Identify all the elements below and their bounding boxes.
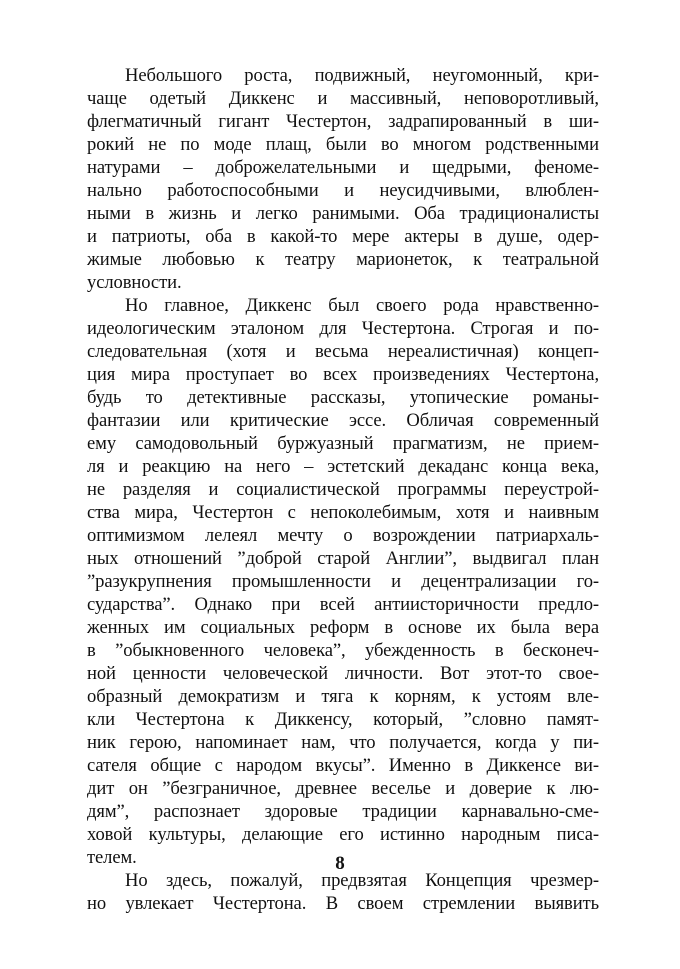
- text-line: следовательная (хотя и весьма нереалистичная) концеп-: [87, 341, 599, 362]
- text-line: ”разукрупнения промышленности и децентрализации го-: [87, 571, 599, 592]
- text-line: жимые любовью к театру марионеток, к театральной: [87, 249, 599, 270]
- text-line: ными в жизнь и легко ранимыми. Оба традиционалисты: [87, 203, 599, 224]
- text-line: не разделяя и социалистической программы переустрой-: [87, 479, 599, 500]
- text-line: но увлекает Честертона. В своем стремлении выявить: [87, 893, 599, 914]
- text-line: ля и реакцию на него – эстетский декаданс конца века,: [87, 456, 599, 477]
- text-line: в ”обыкновенного человека”, убежденность в бесконеч-: [87, 640, 599, 661]
- text-line: и патриоты, оба в какой-то мере актеры в душе, одер-: [87, 226, 599, 247]
- text-line: условности.: [87, 272, 182, 293]
- text-line: дит он ”безграничное, древнее веселье и доверие к лю-: [87, 778, 599, 799]
- text-line: телем.: [87, 847, 137, 868]
- text-line: ция мира проступает во всех произведениях Честертона,: [87, 364, 599, 385]
- text-line: нально работоспособными и неусидчивыми, влюблен-: [87, 180, 599, 201]
- text-line: ник герою, напоминает нам, что получается, когда у пи-: [87, 732, 599, 753]
- text-line: образный демократизм и тяга к корням, к устоям вле-: [87, 686, 599, 707]
- text-line: ховой культуры, делающие его истинно народным писа-: [87, 824, 599, 845]
- body-text: [87, 64, 599, 915]
- text-line: ства мира, Честертон с непоколебимым, хотя и наивным: [87, 502, 599, 523]
- text-line: фантазии или критические эссе. Обличая современный: [87, 410, 599, 431]
- text-line: флегматичный гигант Честертон, задрапированный в ши-: [87, 111, 599, 132]
- text-line: кли Честертона к Диккенсу, который, ”словно памят-: [87, 709, 599, 730]
- text-line: женных им социальных реформ в основе их была вера: [87, 617, 599, 638]
- text-line: будь то детективные рассказы, утопические романы-: [87, 387, 599, 408]
- text-line: рокий не по моде плащ, были во многом родственными: [87, 134, 599, 155]
- text-line: Но главное, Диккенс был своего рода нравственно-: [125, 295, 599, 316]
- text-line: дям”, распознает здоровые традиции карнавально-сме-: [87, 801, 599, 822]
- text-line: чаще одетый Диккенс и массивный, неповоротливый,: [87, 88, 599, 109]
- text-line: ных отношений ”доброй старой Англии”, выдвигал план: [87, 548, 599, 569]
- paragraph-1: [87, 64, 599, 294]
- page-number: 8: [335, 853, 345, 874]
- paragraph-3: [87, 869, 599, 915]
- text-line: сателя общие с народом вкусы”. Именно в Диккенсе ви-: [87, 755, 599, 776]
- text-line: Небольшого роста, подвижный, неугомонный, кри-: [125, 65, 599, 86]
- text-line: идеологическим эталоном для Честертона. Строгая и по-: [87, 318, 599, 339]
- text-line: ной ценности человеческой личности. Вот этот-то свое-: [87, 663, 599, 684]
- paragraph-2: [87, 294, 599, 869]
- text-line: сударства”. Однако при всей антиисторичности предло-: [87, 594, 599, 615]
- text-line: натурами – доброжелательными и щедрыми, феноме-: [87, 157, 599, 178]
- text-line: оптимизмом лелеял мечту о возрождении патриархаль-: [87, 525, 599, 546]
- text-line: ему самодовольный буржуазный прагматизм, не прием-: [87, 433, 599, 454]
- text-line: Но здесь, пожалуй, предвзятая Концепция чрезмер-: [125, 870, 599, 891]
